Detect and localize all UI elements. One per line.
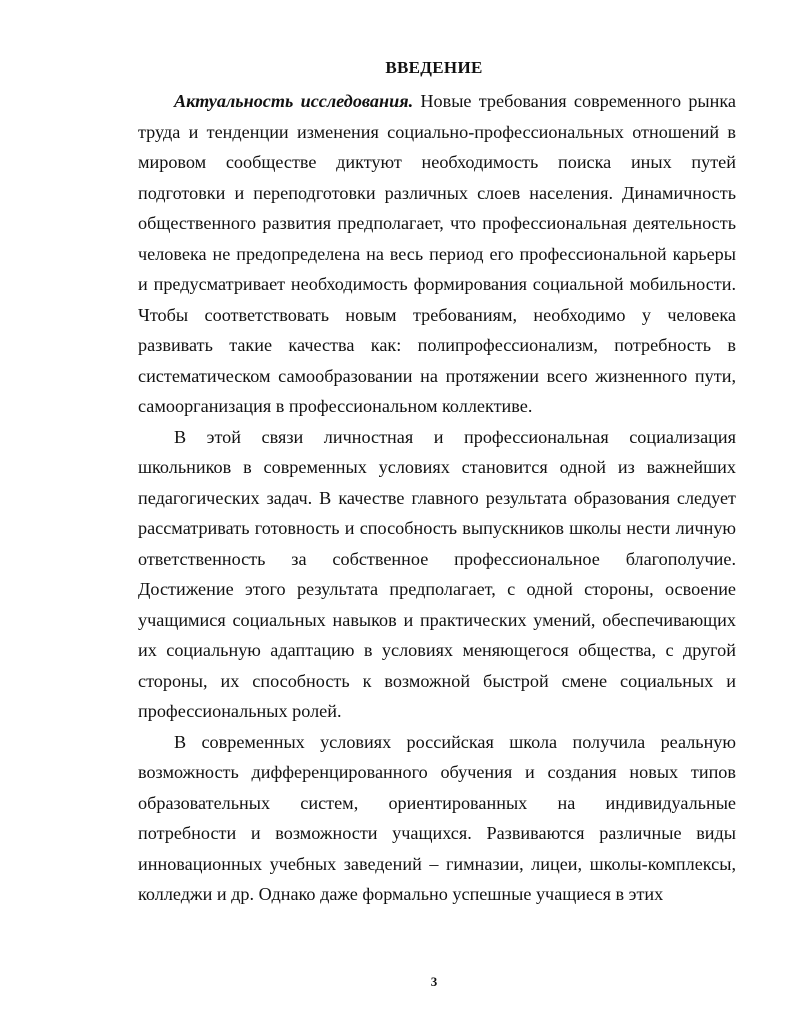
body-text xyxy=(138,86,736,910)
paragraph-socialization: В этой связи личностная и профессиональная социализация школьников в современных условиях становится одной из важнейших педагогических задач. В качестве главного результата образования следует рассматривать готовность и способность выпускников школы нести личную ответственность за собственное профессиональное благополучие. Достижение этого результата предполагает, с одной стороны, освоение учащимися социальных навыков и практических умений, обеспечивающих их социальную адаптацию в условиях меняющегося общества, с другой стороны, их способность к возможной быстрой смене социальных и профессиональных ролей. xyxy=(138,426,736,721)
page-number: 3 xyxy=(430,974,438,989)
section-heading: ВВЕДЕНИЕ xyxy=(385,58,483,77)
paragraph-lead: Актуальность исследования. xyxy=(174,91,414,111)
paragraph-relevance xyxy=(138,86,736,422)
paragraph-text: Новые требования современного рынка труда и тенденции изменения социально-профессиональных отношений в мировом сообществе диктуют необходимость поиска иных путей подготовки и переподготовки различных слоев населения. Динамичность общественного развития предполагает, что профессиональная деятельность человека не предопределена на весь период его профессиональной карьеры и предусматривает необходимость формирования социальной мобильности. Чтобы соответствовать новым требованиям, необходимо у человека развивать такие качества как: полипрофессионализм, потребность в систематическом самообразовании на протяжении всего жизненного пути, самоорганизация в профессиональном коллективе. xyxy=(138,91,737,416)
paragraph-modern-school: В современных условиях российская школа получила реальную возможность дифференцированного обучения и создания новых типов образовательных систем, ориентированных на индивидуальные потребности и возможности учащихся. Развиваются различные виды инновационных учебных заведений – гимназии, лицеи, школы-комплексы, колледжи и др. Однако даже формально успешные учащиеся в этих xyxy=(138,731,736,904)
